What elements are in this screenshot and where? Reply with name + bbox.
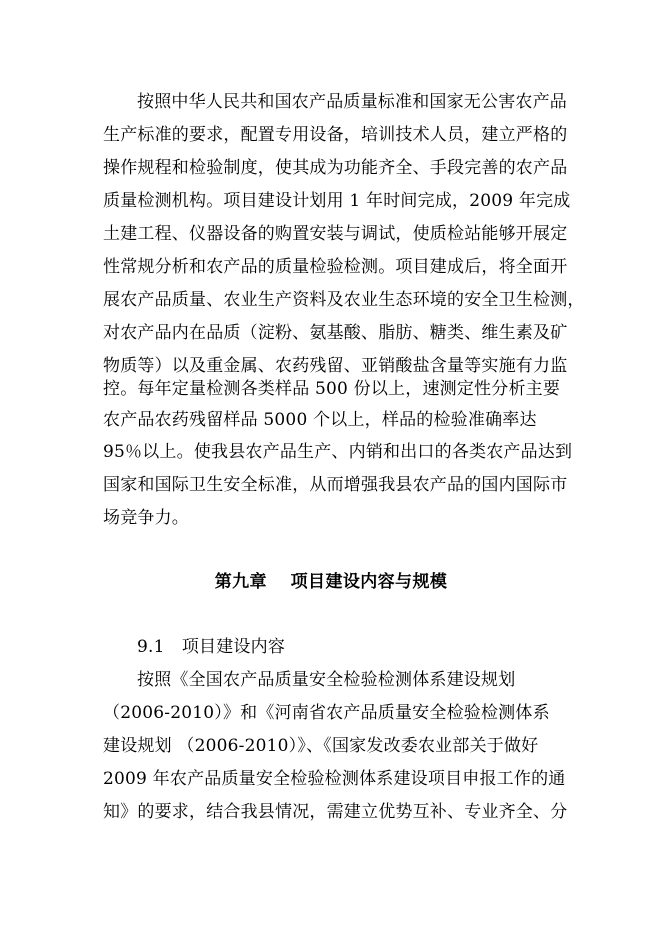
section-heading: 9.1 项目建设内容 [137,637,286,657]
paragraph-line: 性常规分析和农产品的质量检验检测。项目建成后，将全面开 [103,257,568,277]
paragraph-line: 操作规程和检验制度，使其成为功能齐全、手段完善的农产品 [103,158,568,178]
paragraph-line: 控。每年定量检测各类样品 500 份以上，速测定性分析主要 [103,379,561,399]
paragraph-line: 质量检测机构。项目建设计划用 1 年时间完成，2009 年完成 [103,191,571,211]
paragraph-line: 按照《全国农产品质量安全检验检测体系建设规划 [137,670,516,690]
paragraph-line: 对农产品内在品质（淀粉、氨基酸、脂肪、糖类、维生素及矿 [103,323,568,343]
paragraph-line: （2006-2010）》和《河南省农产品质量安全检验检测体系 [103,703,550,723]
paragraph-line: 农产品农药残留样品 5000 个以上，样品的检验准确率达 [103,410,537,430]
paragraph-line: 生产标准的要求，配置专用设备，培训技术人员，建立严格的 [103,125,568,145]
paragraph-line: 95％以上。使我县农产品生产、内销和出口的各类农产品达到 [103,442,573,462]
chapter-heading: 第九章 项目建设内容与规模 [214,572,448,592]
paragraph-line: 建设规划 （2006-2010）》、《国家发改委农业部关于做好 [103,736,539,756]
paragraph-line: 展农产品质量、农业生产资料及农业生态环境的安全卫生检测， [103,290,585,310]
paragraph-line: 国家和国际卫生安全标准，从而增强我县农产品的国内国际市 [103,475,568,495]
paragraph-line: 场竞争力。 [103,508,189,528]
paragraph-line: 知》的要求，结合我县情况，需建立优势互补、专业齐全、分 [103,802,568,822]
paragraph-line: 物质等）以及重金属、农药残留、亚销酸盐含量等实施有力监 [103,356,568,376]
paragraph-line: 按照中华人民共和国农产品质量标准和国家无公害农产品 [137,92,567,112]
paragraph-line: 2009 年农产品质量安全检验检测体系建设项目申报工作的通 [103,769,566,789]
paragraph-line: 土建工程、仪器设备的购置安装与调试，使质检站能够开展定 [103,224,568,244]
